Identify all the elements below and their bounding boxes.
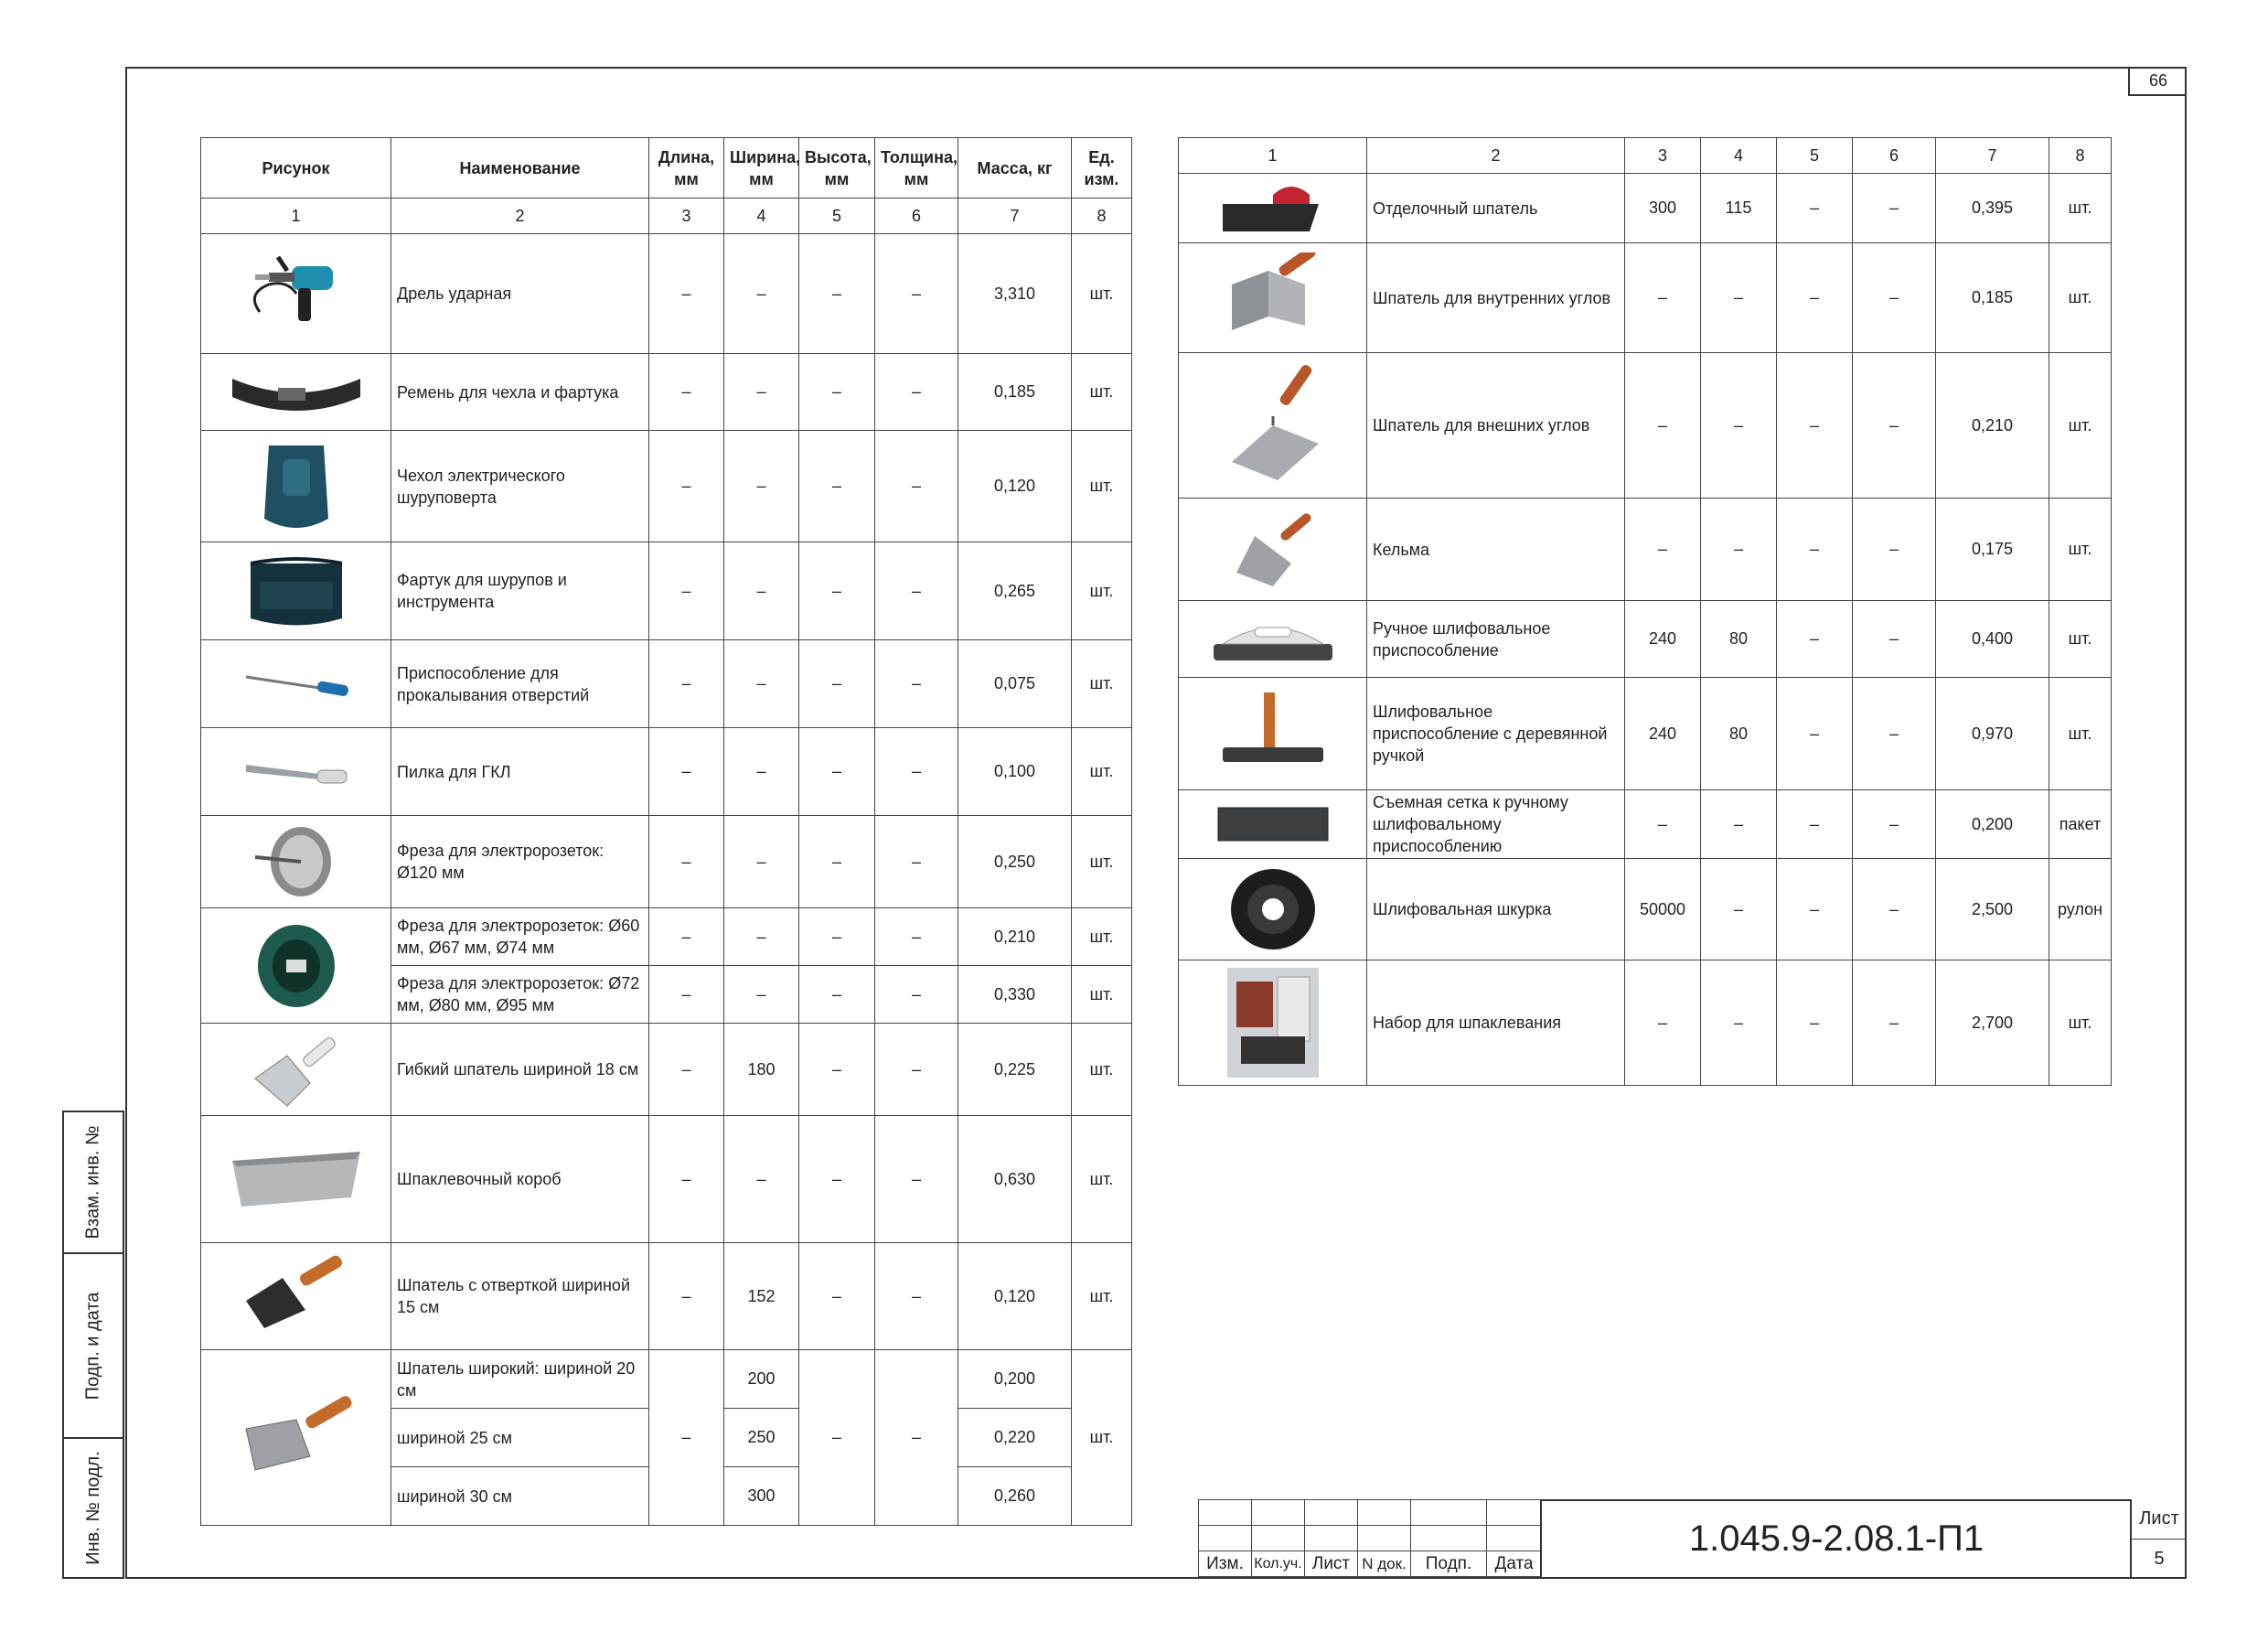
table-row <box>1179 243 2112 353</box>
sanding-mesh-icon <box>1184 804 1361 844</box>
height-cell: – <box>1777 174 1853 243</box>
picture-cell <box>1179 353 1367 499</box>
thickness-cell: – <box>875 966 958 1024</box>
mass-cell: 0,265 <box>958 542 1072 640</box>
thickness-cell: – <box>1853 174 1936 243</box>
height-cell: – <box>1777 790 1853 859</box>
thickness-cell: – <box>875 1024 958 1116</box>
length-cell: – <box>649 234 724 354</box>
unit-cell: шт. <box>1072 640 1132 728</box>
width-cell: – <box>1701 243 1777 353</box>
column-number: 8 <box>2049 138 2112 174</box>
unit-cell: шт. <box>2049 499 2112 601</box>
thickness-cell: – <box>1853 859 1936 960</box>
item-name: шириной 30 см <box>391 1467 649 1526</box>
title-header: Подп. <box>1411 1551 1487 1577</box>
item-name: Фартук для шурупов и инструмента <box>391 542 649 640</box>
picture-cell <box>201 1350 391 1526</box>
column-number: 4 <box>724 199 799 234</box>
column-number: 5 <box>1777 138 1853 174</box>
height-cell: – <box>799 354 875 431</box>
item-name: Шпатель с отверткой шириной 15 см <box>391 1243 649 1350</box>
picture-cell <box>1179 174 1367 243</box>
length-cell: – <box>649 908 724 966</box>
width-cell: 300 <box>724 1467 799 1526</box>
column-number: 2 <box>391 199 649 234</box>
unit-cell: шт. <box>1072 354 1132 431</box>
picture-cell <box>201 908 391 1024</box>
mass-cell: 0,200 <box>1936 790 2049 859</box>
page-number: 66 <box>2128 67 2187 96</box>
item-name: Фреза для электророзеток: Ø120 мм <box>391 816 649 908</box>
unit-cell: шт. <box>2049 678 2112 790</box>
table-row <box>201 431 1132 542</box>
column-number: 5 <box>799 199 875 234</box>
wide-spatula-icon <box>207 1392 385 1484</box>
column-number: 7 <box>1936 138 2049 174</box>
width-cell: 80 <box>1701 678 1777 790</box>
right-equipment-table <box>1178 137 2112 1086</box>
length-cell: 300 <box>1625 174 1701 243</box>
unit-cell: шт. <box>2049 174 2112 243</box>
table-row <box>1179 960 2112 1086</box>
table-row <box>1179 859 2112 960</box>
height-cell: – <box>799 1243 875 1350</box>
thickness-cell: – <box>875 1243 958 1350</box>
table-row <box>201 1024 1132 1116</box>
length-cell: – <box>1625 790 1701 859</box>
item-name: Шпатель широкий: шириной 20 см <box>391 1350 649 1409</box>
mass-cell: 0,260 <box>958 1467 1072 1526</box>
thickness-cell: – <box>875 816 958 908</box>
height-cell: – <box>1777 859 1853 960</box>
unit-cell: шт. <box>1072 728 1132 816</box>
column-number: 4 <box>1701 138 1777 174</box>
picture-cell <box>1179 678 1367 790</box>
outside-corner-trowel-icon <box>1184 361 1361 489</box>
unit-cell: шт. <box>1072 1024 1132 1116</box>
length-cell: – <box>649 1024 724 1116</box>
title-header: Кол.уч. <box>1252 1551 1305 1577</box>
header-cell: Ед. изм. <box>1072 138 1132 199</box>
item-name: Фреза для электророзеток: Ø60 мм, Ø67 мм, Ø74 мм <box>391 908 649 966</box>
mass-cell: 0,185 <box>1936 243 2049 353</box>
awl-icon <box>207 666 385 703</box>
height-cell: – <box>799 542 875 640</box>
height-cell: – <box>1777 601 1853 678</box>
stamp-cell-inv: Инв. № подл. <box>62 1437 124 1579</box>
thickness-cell: – <box>1853 499 1936 601</box>
picture-cell <box>1179 601 1367 678</box>
title-header: Изм. <box>1199 1551 1252 1577</box>
pole-sander-icon <box>1184 688 1361 779</box>
height-cell: – <box>1777 960 1853 1086</box>
unit-cell: шт. <box>1072 1116 1132 1243</box>
mass-cell: 0,970 <box>1936 678 2049 790</box>
length-cell: – <box>649 728 724 816</box>
table-row <box>201 1350 1132 1409</box>
header-cell: Длина, мм <box>649 138 724 199</box>
item-name: Отделочный шпатель <box>1367 174 1625 243</box>
unit-cell: шт. <box>1072 234 1132 354</box>
picture-cell <box>201 431 391 542</box>
length-cell: 240 <box>1625 601 1701 678</box>
unit-cell: рулон <box>2049 859 2112 960</box>
hole-saw-icon <box>207 816 385 907</box>
mass-cell: 0,210 <box>958 908 1072 966</box>
thickness-cell: – <box>875 640 958 728</box>
column-number: 3 <box>1625 138 1701 174</box>
thickness-cell: – <box>875 1350 958 1526</box>
mass-cell: 0,075 <box>958 640 1072 728</box>
length-cell: – <box>649 640 724 728</box>
column-number: 1 <box>1179 138 1367 174</box>
width-cell: – <box>724 1116 799 1243</box>
thickness-cell: – <box>875 354 958 431</box>
item-name: Шпатель для внутренних углов <box>1367 243 1625 353</box>
left-equipment-table <box>200 137 1132 1526</box>
unit-cell: шт. <box>1072 966 1132 1024</box>
height-cell: – <box>799 234 875 354</box>
unit-cell: шт. <box>1072 816 1132 908</box>
mass-cell: 0,120 <box>958 1243 1072 1350</box>
width-cell: 80 <box>1701 601 1777 678</box>
unit-cell: шт. <box>1072 542 1132 640</box>
picture-cell <box>201 816 391 908</box>
height-cell: – <box>799 640 875 728</box>
height-cell: – <box>799 1116 875 1243</box>
unit-cell: шт. <box>1072 1243 1132 1350</box>
table-row <box>201 1116 1132 1243</box>
width-cell: – <box>724 728 799 816</box>
length-cell: – <box>1625 353 1701 499</box>
length-cell: – <box>649 354 724 431</box>
thickness-cell: – <box>875 234 958 354</box>
width-cell: – <box>724 908 799 966</box>
item-name: Кельма <box>1367 499 1625 601</box>
item-name: шириной 25 см <box>391 1409 649 1467</box>
height-cell: – <box>799 1350 875 1526</box>
item-name: Ручное шлифовальное приспособление <box>1367 601 1625 678</box>
picture-cell <box>201 640 391 728</box>
unit-cell: пакет <box>2049 790 2112 859</box>
picture-cell <box>201 1024 391 1116</box>
table-row <box>201 640 1132 728</box>
length-cell: – <box>649 431 724 542</box>
item-name: Чехол электрического шуруповерта <box>391 431 649 542</box>
height-cell: – <box>799 431 875 542</box>
table-row <box>201 354 1132 431</box>
flexible-spatula-icon <box>207 1028 385 1111</box>
column-number: 6 <box>1853 138 1936 174</box>
drywall-saw-icon <box>207 754 385 790</box>
side-stamp <box>62 1111 126 1579</box>
column-number-row <box>1179 138 2112 174</box>
belt-icon <box>207 365 385 420</box>
picture-cell <box>201 354 391 431</box>
item-name: Ремень для чехла и фартука <box>391 354 649 431</box>
width-cell: 180 <box>724 1024 799 1116</box>
stamp-cell-podp: Подп. и дата <box>62 1252 124 1439</box>
hole-cutter-icon <box>207 916 385 1016</box>
picture-cell <box>201 234 391 354</box>
table-row <box>1179 678 2112 790</box>
width-cell: 115 <box>1701 174 1777 243</box>
mass-cell: 0,175 <box>1936 499 2049 601</box>
length-cell: – <box>649 1350 724 1526</box>
unit-cell: шт. <box>2049 243 2112 353</box>
spatula-screwdriver-icon <box>207 1255 385 1337</box>
header-cell: Рисунок <box>201 138 391 199</box>
length-cell: – <box>1625 243 1701 353</box>
length-cell: – <box>649 1243 724 1350</box>
column-number: 3 <box>649 199 724 234</box>
item-name: Набор для шпаклевания <box>1367 960 1625 1086</box>
finishing-trowel-icon <box>1184 177 1361 241</box>
header-cell: Наименование <box>391 138 649 199</box>
mass-cell: 2,500 <box>1936 859 2049 960</box>
table-row <box>201 1243 1132 1350</box>
table-row <box>1179 174 2112 243</box>
length-cell: – <box>649 1116 724 1243</box>
height-cell: – <box>799 1024 875 1116</box>
revision-grid <box>1198 1499 1542 1577</box>
length-cell: – <box>649 542 724 640</box>
picture-cell <box>201 728 391 816</box>
unit-cell: шт. <box>1072 431 1132 542</box>
mass-cell: 0,120 <box>958 431 1072 542</box>
table-row <box>1179 790 2112 859</box>
title-header: N док. <box>1358 1551 1411 1577</box>
picture-cell <box>1179 859 1367 960</box>
table-row <box>1179 499 2112 601</box>
item-name: Пилка для ГКЛ <box>391 728 649 816</box>
width-cell: – <box>724 640 799 728</box>
thickness-cell: – <box>875 431 958 542</box>
mass-cell: 0,210 <box>1936 353 2049 499</box>
header-row <box>201 138 1132 199</box>
width-cell: – <box>724 542 799 640</box>
mass-cell: 0,100 <box>958 728 1072 816</box>
width-cell: 250 <box>724 1409 799 1467</box>
column-number: 1 <box>201 199 391 234</box>
unit-cell: шт. <box>2049 601 2112 678</box>
taping-kit-icon <box>1184 963 1361 1082</box>
thickness-cell: – <box>1853 243 1936 353</box>
mass-cell: 0,330 <box>958 966 1072 1024</box>
length-cell: – <box>649 966 724 1024</box>
table-row <box>201 234 1132 354</box>
hand-sander-icon <box>1184 607 1361 671</box>
length-cell: 240 <box>1625 678 1701 790</box>
thickness-cell: – <box>1853 790 1936 859</box>
width-cell: – <box>1701 790 1777 859</box>
inside-corner-trowel-icon <box>1184 252 1361 344</box>
thickness-cell: – <box>1853 960 1936 1086</box>
height-cell: – <box>1777 678 1853 790</box>
length-cell: 50000 <box>1625 859 1701 960</box>
mass-cell: 0,200 <box>958 1350 1072 1409</box>
item-name: Шпаклевочный короб <box>391 1116 649 1243</box>
column-number: 8 <box>1072 199 1132 234</box>
length-cell: – <box>1625 499 1701 601</box>
sheet-label: Лист <box>2132 1499 2187 1540</box>
title-block <box>1198 1499 2187 1579</box>
picture-cell <box>1179 790 1367 859</box>
stamp-cell-vzam: Взам. инв. № <box>62 1111 124 1254</box>
sheet-box <box>2130 1499 2187 1579</box>
width-cell: – <box>1701 499 1777 601</box>
picture-cell <box>1179 960 1367 1086</box>
picture-cell <box>1179 499 1367 601</box>
item-name: Приспособление для прокалывания отверстий <box>391 640 649 728</box>
length-cell: – <box>1625 960 1701 1086</box>
height-cell: – <box>1777 243 1853 353</box>
mass-cell: 0,250 <box>958 816 1072 908</box>
sandpaper-roll-icon <box>1184 859 1361 960</box>
width-cell: – <box>724 816 799 908</box>
table-row <box>1179 353 2112 499</box>
item-name: Шпатель для внешних углов <box>1367 353 1625 499</box>
picture-cell <box>201 1243 391 1350</box>
thickness-cell: – <box>875 908 958 966</box>
table-row <box>201 908 1132 966</box>
document-code: 1.045.9-2.08.1-П1 <box>1540 1499 2131 1579</box>
mass-cell: 0,400 <box>1936 601 2049 678</box>
item-name: Фреза для электророзеток: Ø72 мм, Ø80 мм, Ø95 мм <box>391 966 649 1024</box>
item-name: Шлифовальная шкурка <box>1367 859 1625 960</box>
column-number: 7 <box>958 199 1072 234</box>
height-cell: – <box>799 816 875 908</box>
header-cell: Толщина, мм <box>875 138 958 199</box>
thickness-cell: – <box>1853 353 1936 499</box>
mass-cell: 0,185 <box>958 354 1072 431</box>
width-cell: – <box>724 431 799 542</box>
table-row <box>201 728 1132 816</box>
thickness-cell: – <box>875 1116 958 1243</box>
header-cell: Масса, кг <box>958 138 1072 199</box>
item-name: Дрель ударная <box>391 234 649 354</box>
table-row <box>201 542 1132 640</box>
thickness-cell: – <box>875 542 958 640</box>
item-name: Съемная сетка к ручному шлифовальному приспособлению <box>1367 790 1625 859</box>
width-cell: – <box>1701 353 1777 499</box>
bricklaying-trowel-icon <box>1184 509 1361 591</box>
height-cell: – <box>799 966 875 1024</box>
title-header: Дата <box>1487 1551 1542 1577</box>
column-number: 6 <box>875 199 958 234</box>
thickness-cell: – <box>1853 678 1936 790</box>
unit-cell: шт. <box>2049 353 2112 499</box>
width-cell: – <box>1701 859 1777 960</box>
header-cell: Ширина, мм <box>724 138 799 199</box>
unit-cell: шт. <box>1072 1350 1132 1526</box>
title-header: Лист <box>1305 1551 1358 1577</box>
height-cell: – <box>1777 353 1853 499</box>
height-cell: – <box>1777 499 1853 601</box>
tool-apron-icon <box>207 545 385 637</box>
thickness-cell: – <box>1853 601 1936 678</box>
column-number: 2 <box>1367 138 1625 174</box>
mass-cell: 3,310 <box>958 234 1072 354</box>
impact-drill-icon <box>207 248 385 339</box>
mud-pan-icon <box>207 1143 385 1216</box>
height-cell: – <box>799 728 875 816</box>
column-number-row <box>201 199 1132 234</box>
width-cell: 152 <box>724 1243 799 1350</box>
thickness-cell: – <box>875 728 958 816</box>
width-cell: – <box>1701 960 1777 1086</box>
width-cell: – <box>724 966 799 1024</box>
item-name: Шлифовальное приспособление с деревянной ручкой <box>1367 678 1625 790</box>
width-cell: 200 <box>724 1350 799 1409</box>
screwdriver-case-icon <box>207 436 385 537</box>
header-cell: Высота, мм <box>799 138 875 199</box>
picture-cell <box>1179 243 1367 353</box>
mass-cell: 0,220 <box>958 1409 1072 1467</box>
mass-cell: 0,630 <box>958 1116 1072 1243</box>
table-row <box>1179 601 2112 678</box>
unit-cell: шт. <box>1072 908 1132 966</box>
picture-cell <box>201 1116 391 1243</box>
picture-cell <box>201 542 391 640</box>
unit-cell: шт. <box>2049 960 2112 1086</box>
sheet-number: 5 <box>2154 1548 2165 1569</box>
length-cell: – <box>649 816 724 908</box>
item-name: Гибкий шпатель шириной 18 см <box>391 1024 649 1116</box>
mass-cell: 0,395 <box>1936 174 2049 243</box>
height-cell: – <box>799 908 875 966</box>
mass-cell: 2,700 <box>1936 960 2049 1086</box>
mass-cell: 0,225 <box>958 1024 1072 1116</box>
width-cell: – <box>724 354 799 431</box>
width-cell: – <box>724 234 799 354</box>
table-row <box>201 816 1132 908</box>
